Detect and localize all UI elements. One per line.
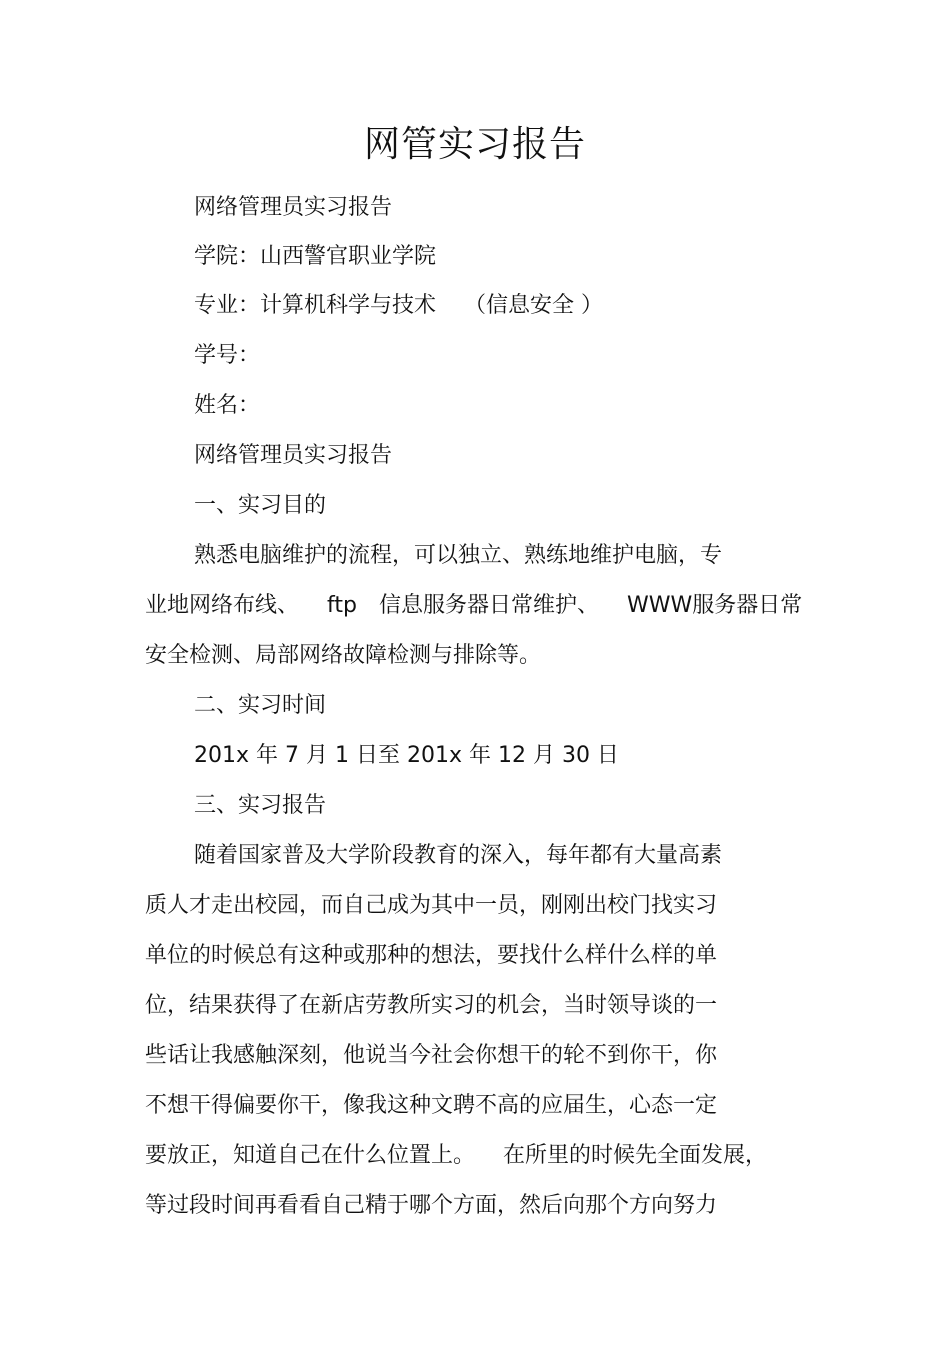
text-segment: ftp [327,593,357,618]
document-title: 网管实习报告 [363,124,586,165]
major-line [194,290,603,322]
paragraph-line: 不想干得偏要你干，像我这种文聘不高的应届生，心态一定 [145,1093,718,1118]
paragraph-line: 质人才走出校园，而自己成为其中一员，刚刚出校门找实习 [145,893,718,918]
paragraph-line: 安全检测、局部网络故障检测与排除等。 [145,643,542,668]
student-id-line: 学号： [194,343,261,368]
major-text: 专业：计算机科学与技术 [194,293,437,318]
text-segment: 信息服务器日常维护、 [378,593,599,618]
paragraph-line: 随着国家普及大学阶段教育的深入，每年都有大量高素 [194,843,723,868]
section-heading-time: 二、实习时间 [194,693,327,718]
subtitle-line: 网络管理员实习报告 [194,195,393,220]
paragraph-line: 熟悉电脑维护的流程，可以独立、熟练地维护电脑，专 [194,543,723,568]
text-segment: WWW服务器日常 [626,593,803,618]
paragraph-line [145,1140,767,1172]
name-line: 姓名： [194,393,261,418]
paragraph-line [145,590,802,622]
text-segment: 在所里的时候先全面发展， [503,1143,768,1168]
subtitle-line-2: 网络管理员实习报告 [194,443,393,468]
section-heading-purpose: 一、实习目的 [194,493,327,518]
paragraph-line: 单位的时候总有这种或那种的想法，要找什么样什么样的单 [145,943,718,968]
major-specialty: （信息安全 ） [464,293,604,318]
paragraph-line: 些话让我感触深刻，他说当今社会你想干的轮不到你干，你 [145,1043,718,1068]
text-segment: 要放正，知道自己在什么位置上。 [145,1143,476,1168]
paragraph-line: 位，结果获得了在新店劳教所实习的机会，当时领导谈的一 [145,993,718,1018]
section-heading-report: 三、实习报告 [194,793,327,818]
college-line: 学院：山西警官职业学院 [194,244,437,269]
text-segment: 业地网络布线、 [145,593,300,618]
paragraph-line: 等过段时间再看看自己精于哪个方面，然后向那个方向努力 [145,1193,718,1218]
time-line: 201x 年 7 月 1 日至 201x 年 12 月 30 日 [194,743,619,768]
